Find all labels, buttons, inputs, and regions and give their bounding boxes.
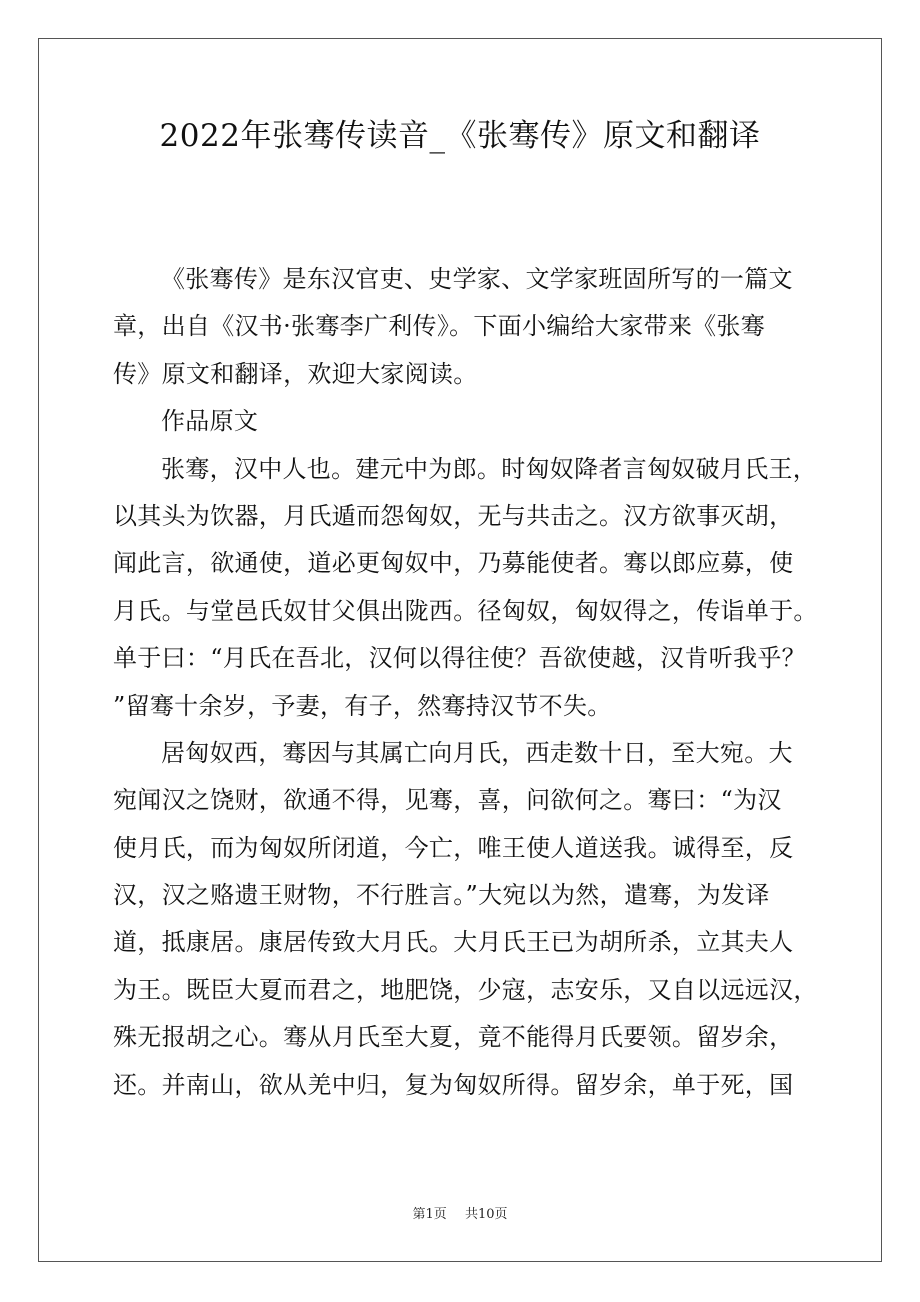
body-line: 月氏。与堂邑氏奴甘父俱出陇西。径匈奴，匈奴得之，传诣单于。 <box>113 596 818 625</box>
body-line: 使月氏，而为匈奴所闭道，今亡，唯王使人道送我。诚得至，反 <box>113 833 794 862</box>
body-line: 传》原文和翻译，欢迎大家阅读。 <box>113 359 478 388</box>
page-number: 第1页 <box>412 1207 447 1222</box>
body-line: 张骞，汉中人也。建元中为郎。时匈奴降者言匈奴破月氏王， <box>161 454 818 483</box>
body-line: 《张骞传》是东汉官吏、史学家、文学家班固所写的一篇文 <box>161 265 793 293</box>
body-line: 还。并南山，欲从羌中归，复为匈奴所得。留岁余，单于死，国 <box>113 1070 794 1099</box>
body-line: 道，抵康居。康居传致大月氏。大月氏王已为胡所杀，立其夫人 <box>113 928 794 957</box>
body-line: 为王。既臣大夏而君之，地肥饶，少寇，志安乐，又自以远远汉， <box>113 975 818 1004</box>
document-body <box>113 256 825 1109</box>
body-line: 汉，汉之赂遗王财物，不行胜言。”大宛以为然，遣骞，为发译 <box>113 881 770 910</box>
body-line: 闻此言，欲通使，道必更匈奴中，乃募能使者。骞以郎应募，使 <box>113 549 794 578</box>
page-total: 共10页 <box>464 1207 508 1222</box>
document-title: 2022年张骞传读音_《张骞传》原文和翻译 <box>159 118 761 154</box>
body-line: 宛闻汉之饶财，欲通不得，见骞，喜，问欲何之。骞曰：“为汉 <box>113 786 782 815</box>
body-line: 单于曰：“月氏在吾北，汉何以得往使？吾欲使越，汉肯听我乎？ <box>113 644 806 673</box>
body-line: ”留骞十余岁，予妻，有子，然骞持汉节不失。 <box>113 691 612 720</box>
body-line: 殊无报胡之心。骞从月氏至大夏，竟不能得月氏要领。留岁余， <box>113 1023 794 1052</box>
page-footer <box>38 1205 882 1225</box>
section-heading: 作品原文 <box>161 407 259 436</box>
body-line: 以其头为饮器，月氏遁而怨匈奴，无与共击之。汉方欲事灭胡， <box>113 501 794 530</box>
body-line: 章，出自《汉书·张骞李广利传》。下面小编给大家带来《张骞 <box>113 312 766 341</box>
body-line: 居匈奴西，骞因与其属亡向月氏，西走数十日，至大宛。大 <box>161 738 793 767</box>
